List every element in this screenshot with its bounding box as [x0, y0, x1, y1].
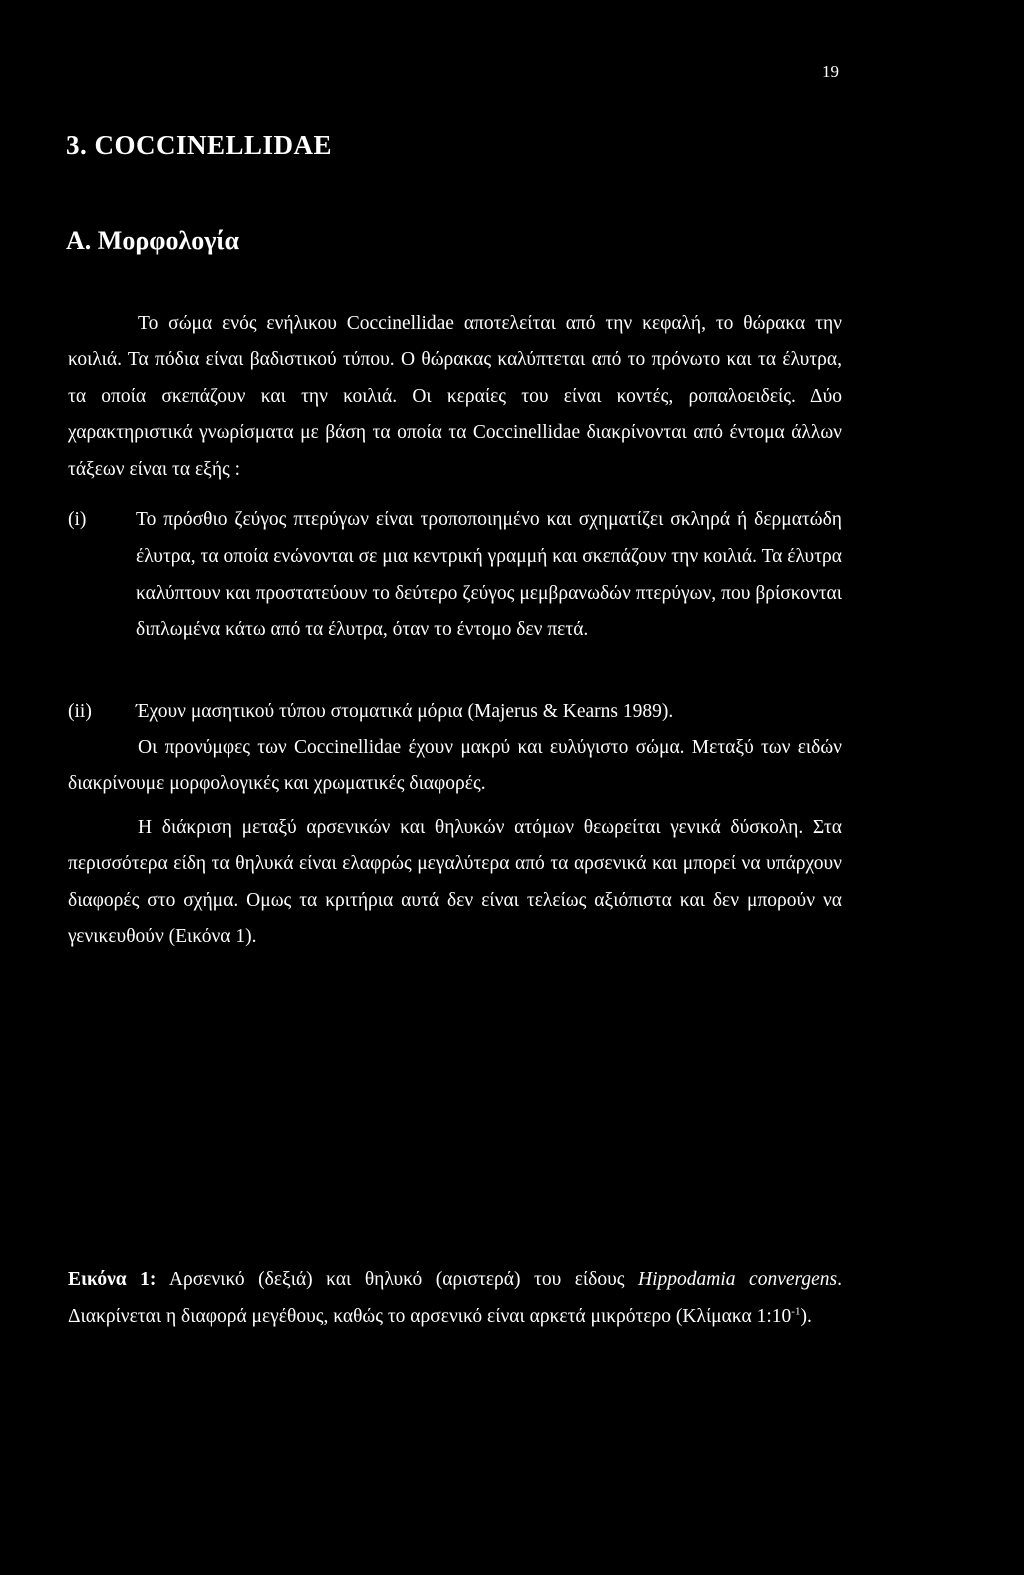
list-item-text: Το πρόσθιο ζεύγος πτερύγων είναι τροποποιημένο και σχηματίζει σκληρά ή δερματώδη έλυτρα, τα οποία ενώνονται σε μια κεντρική γραμμή και σκεπάζουν την κοιλιά. Τα έλυτρα καλύπτουν και προστατεύουν το δεύτερο ζεύγος μεμβρανωδών πτερύγων, που βρίσκονται διπλωμένα κάτω από τα έλυτρα, όταν το έντομο δεν πετά.: [136, 509, 842, 641]
list-marker: (i): [68, 509, 87, 530]
caption-end: ).: [800, 1305, 812, 1327]
sex-distinction-paragraph: Η διάκριση μεταξύ αρσενικών και θηλυκών ατόμων θεωρείται γενικά δύσκολη. Στα περισσότερα είδη τα θηλυκά είναι ελαφρώς μεγαλύτερα από τα αρσενικά και μπορεί να υπάρχουν διαφορές στο σχήμα. Ομως τα κριτήρια αυτά δεν είναι τελείως αξιόπιστα και δεν μπορούν να γενικευθούν (Εικόνα 1).: [68, 817, 842, 948]
species-name: Hippodamia convergens: [638, 1269, 838, 1290]
scale-exponent: -1: [791, 1305, 801, 1318]
list-item-text: Έχουν μασητικού τύπου στοματικά μόρια (Majerus & Kearns 1989).: [136, 701, 674, 722]
list-marker: (ii): [68, 701, 92, 722]
page-number: 19: [822, 62, 839, 81]
figure-caption: [68, 1262, 842, 1336]
caption-text-continued: . Διακρίνεται η διαφορά μεγέθους, καθώς το αρσενικό είναι αρκετά μικρότερο (Κλίμακα 1:10: [68, 1269, 843, 1327]
intro-paragraph: Το σώμα ενός ενήλικου Coccinellidae αποτελείται από την κεφαλή, το θώρακα την κοιλιά. Τα πόδια είναι βαδιστικού τύπου. Ο θώρακας καλύπτεται από το πρόνωτο και τα έλυτρα, τα οποία σκεπάζουν και την κοιλιά. Οι κεραίες του είναι κοντές, ροπαλοειδείς. Δύο χαρακτηριστικά γνωρίσματα με βάση τα οποία τα Coccinellidae διακρίνονται από έντομα άλλων τάξεων είναι τα εξής :: [68, 313, 842, 480]
caption-text: Αρσενικό (δεξιά) και θηλυκό (αριστερά) του είδους: [156, 1269, 639, 1290]
list-item: [68, 694, 842, 731]
larvae-paragraph: Οι προνύμφες των Coccinellidae έχουν μακρύ και ευλύγιστο σώμα. Μεταξύ των ειδών διακρίνουμε μορφολογικές και χρωματικές διαφορές.: [68, 737, 842, 795]
section-title: Α. Μορφολογία: [66, 226, 239, 255]
chapter-title: 3. COCCINELLIDAE: [66, 130, 333, 160]
caption-label: Εικόνα 1:: [68, 1269, 157, 1290]
list-item: [68, 502, 842, 649]
